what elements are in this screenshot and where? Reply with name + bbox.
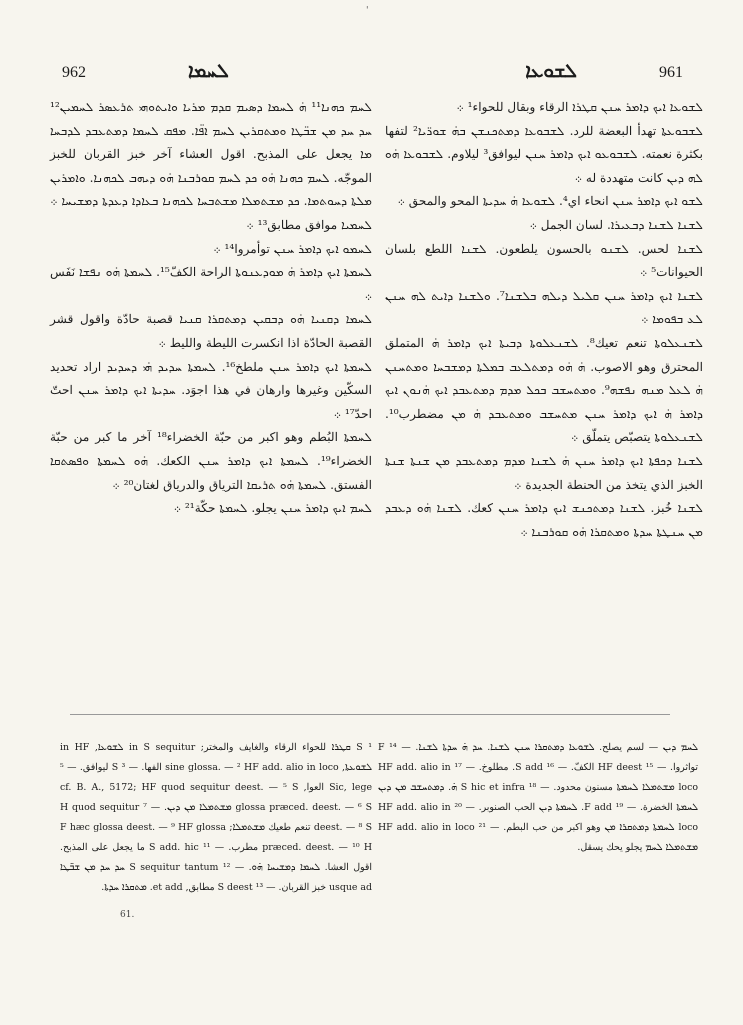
lexicon-entry: ܠܚܡܬܐ البُطم وهو اكبر من حبّة الخضراء¹⁸ آخر ما كبر من حبّة الخضراء¹⁹. ܠܚܡܬܐ ܐܝܟ ܕܐܡܪ ܚܢܢ الكعك. ܗ̇ܘ ܠܚܡܬܐ ܘܦܣܬܩܐ الفستق. ܠܚܡܬܐ ܗ̇ܘ ܬܪܝܩܐ الترياق والدرياق لغتان²⁰ ܀: [50, 430, 373, 492]
lexicon-entry: ܠܚܡ ܟܗܢܐ¹¹ ܗ̇ ܠܚܡܐ ܕܣܝܡ ܩܕܡ ܡܪܝܐ ܘܐܝܬܘܗܝ ܬܪܥܣܪ ܠܚܡܝܢ¹² ܚܕ ܚܕ ܡܢ ܫܒ̈ܛܐ ܘܡܬܩܪܝܢ ܠܚܡ ܐܦ̈ܐ. ܡܦܩ ܠܚܡܐ ܕܡܬܥܒܕ ܠܕܒܚܐ ܡܐ يجعل على المذبح. اقول العشاء آخر خبز القربان للخبز الموجّه. ܠܚܡ ܟܗܢܐ ܗ̇ܘ ܟܕ ܠܚܡ ܩܘܪܒܢܐ ܗ̇ܘ ܕܝܗܒ ܠܟܗܢܐ. ܘܐܡܪܝܢ ܡܠܬܐ ܕܚܘܬܡܐ. ܟܕ ܡܫܬܡܠܐ ܡܫܬܒܚܐ ܠܟܗܢܐ ܒܥܐܕܐ ܕܥܕܬܐ ܕܡܫܝܚܐ ܀: [50, 100, 372, 209]
lexicon-entry: ܠܫܢܐ ܠܫܢܐ ܕܒܥܝܪܐ. لسان الجمل ܀: [529, 217, 703, 232]
lexicon-entry: ܠܫܒܘܥܬܐ تهدأ البعضة للرد. ܠܫܒܘܥܐ ܕܡܬܟܢܫܢ ܒܗ̇ ܫܘܪ̈ܝܐ² لتفها بكثرة نعمته. ܠܫܒܘܥܘ ܐܝܟ ܕܐܡܪ ܚܢܢ ليوافق³ ليلاوم. ܠܫܒܘܥܐ ܗ̇ܘ ܠܗ ܕܝܢ كانت متهددة له ܀: [385, 123, 704, 185]
lexicon-entry: ܠܫܘ ܐܝܟ ܕܐܡܪ ܚܢܢ انحاء اي⁴. ܠܫܘܥܐ ܗ̇ ܚܕܝܬܐ المحو والمحق ܀: [397, 194, 703, 209]
right-footnotes: ܠܚܡ ܕܝܢ — لسم يصلح. ܠܫܘܥܐ ܕܡܬܩܪܐ ܚܢܢ ܠܫܢܐ. ܚܕ ܗ̇ ܚܕܬܐ ܠܫܢܐ. — ¹⁴ F تواثروا. — ¹⁵ HF deest الكفّ. — ¹⁶ S add. مطلوخ. — ¹⁷ HF add. alio in loco ܡܫܬܡܠܐ ܠܚܡܬܐ مسنون محدود. — ¹⁸ S hic et infra ܗ̇. ܕܡܬܚܫܒ ܡܢ ܕܝܢ ܠܚܡܬܐ الخضرة. — ¹⁹ F add. ܠܚܡܬܐ ܕܝܢ الحب الصنوبر. — ²⁰ HF add. alio in loco ܠܚܡܬܐ ܕܡܬܩܪܐ ܡܢ وهو اكبر من حب البطم. — ²¹ HF add. alio in loco ܡܫܬܡܠܐ ܠܚܡ يجلو يحك يسقل.: [378, 742, 699, 853]
lexicon-entry: ܠܫܢܐ ܐܝܟ ܕܐܡܪ ܚܢܢ ܩܠܝܠ ܕܝܠܗ ܒܠܫܢܐ⁷. ܘܠܫܢܐ ܕܐܝܬ ܠܗ ܚܢܢ ܠܥ ܒܦܘܡܐ ܀: [385, 288, 703, 327]
lexicon-entry: ܠܚܡܘ ܐܝܟ ܕܐܡܪ ܚܢܢ توأمروا¹⁴ ܀: [213, 241, 372, 256]
left-footnotes: ¹ S ܩܛܪܐ للحواء الرقاء والغايف والمختر; in S sequitur ܠܫܘܥܐ, in HF ܠܫܘܥܬܐ, sine glossa. — ² HF add. alio in loco الفها. — ³ S ليوافق. — ⁵ Sic, lege العوا, cf. B. A., 5172; HF quod sequitur deest. — ⁵ S glossa præced. deest. — ⁶ S ܡܫܬܡܠܐ ܡܢ ܕܝܢ. — ⁷ H quod sequitur deest. — ⁸ S تنعم طعيك ܡܫܬܡܠܐ; F hæc glossa deest. — ⁹ HF glossa præced. deest. — ¹⁰ H مطرب. — ¹¹ S add. hic ما يجعل على المذبح. اقول العشا. ܠܚܡܐ ܕܡܫܝܚܐ ܗ̇ܘ. — ¹² S sequitur tantum ܚܕ ܚܕ ܡܢ ܫܒ̈ܛܐ usque ad خبز القربان. — ¹³ S deest مطابق, et add. ܡܬܩܪܐ ܚܕܬܐ.: [60, 742, 373, 893]
right-column: [385, 96, 703, 544]
lexicon-entry: ܠܚܡܝܐ موافق مطابق¹³ ܀: [246, 217, 372, 232]
right-page-number: 961: [659, 64, 683, 81]
lexicon-entry: ܠܫܢܐ لحس. ܠܫܢܘ بالحسون يلطعون. ܠܫܢܐ اللطع بلسان الحيوانات⁵ ܀: [385, 241, 703, 280]
lexicon-entry: ܠܫܘܥܐ ܐܝܟ ܕܐܡܪ ܚܢܢ ܩܛܪܐ الرقاء وبقال للحواء¹ ܀: [456, 100, 703, 114]
top-mark: ': [366, 6, 369, 16]
lexicon-entry: ܠܫܢܐ ܕܟܦܬܐ ܐܝܟ ܕܐܡܪ ܚܢܢ ܗ̇ ܠܫܢܐ ܡܕܡ ܕܡܬܥܒܕ ܡܢ ܫܢܬܐ ܫܢܬܐ الخبز الذي يتخذ من الحنطة الجديدة ܀: [385, 453, 703, 492]
left-running-head: ܠܚܡܐ: [188, 60, 229, 82]
lexicon-entry: ܠܫܢܐ خُبز. ܠܫܢܐ ܕܡܬܟܢܫ ܐܝܟ ܕܐܡܪ ܚܢܢ كعك. ܠܫܢܐ ܗ̇ܘ ܕܥܒܕ ܡܢ ܚܢܛܬܐ ܚܕܬܐ ܘܡܬܩܪܐ ܗ̇ܘ ܩܘܪܒܢܐ ܀: [385, 501, 703, 539]
left-column: [50, 96, 372, 521]
page-header: [38, 60, 705, 94]
lexicon-entry: ܠܚܡܬܐ ܐܝܟ ܕܐܡܪ ܚܢܢ ملطخ¹⁶. ܠܚܡܬܐ ܚܕܝܕ ܗ̇ܝ ܕܚܕܝܕ اراد تحديد السكّين وغيرها وارهان في هذا اجوَد. ܚܕܝܬܐ ܐܝܟ ܕܐܡܪ ܚܢܢ احتّ احدّ¹⁷ ܀: [50, 359, 372, 421]
signature-mark: 61.: [120, 910, 135, 920]
footnote-rule: [70, 714, 670, 715]
lexicon-entry: ܠܚܡ ܐܝܟ ܕܐܡܪ ܚܢܢ يجلو. ܠܚܡܬܐ حكّة²¹ ܀: [173, 501, 372, 516]
lexicon-entry: ܠܚܡܐ ܕܩܢܝܐ ܗ̇ܘ ܕܒܩܝܢ ܕܡܬܩܪܐ ܩܢܝܐ قصبة حادّة واقول قشر القصبة الحادّة اذا انكسرت الليطة والليط ܀: [50, 312, 372, 350]
right-running-head: ܠܫܘܥܐ: [525, 60, 577, 82]
lexicon-entry: ܠܫܢܥܠܘܬܐ تنعم تعيك⁸. ܠܫܢܥܠܘܬܐ ܕܒܝܬܐ ܐܝܟ ܕܐܡܪ ܗ̇ المتملق المحترق وهو الاصوب. ܗ̇ ܗ̇ܘ ܕܡܬܠܥܒ ܒܡܠܬܐ ܕܡܫܒܚܐ ܘܡܬܚܢܢ ܗ̇ ܠܥܠ ܡܢܗ ܢܦܫܗ⁹. ܘܡܬܚܫܒ ܒܟܠ ܡܕܡ ܕܡܬܥܒܕ ܐܝܟ ܗ̇ܢܘܢ ܐܝܟ ܕܐܡܪ ܗ̇ ܐܝܟ ܕܐܡܪ ܚܢܢ ܡܬܚܫܒ ܘܡܬܥܒܕ ܗ̇ ܡܢ مضطرب¹⁰. ܠܫܢܥܠܘܬܐ يتصبّص يتملّق ܀: [385, 335, 704, 445]
left-page-number: 962: [62, 64, 86, 81]
lexicon-entry: ܠܚܡܬܐ ܐܝܟ ܕܐܡܪ ܗ̇ ܡܘܕܥܢܘܬܐ الراحة الكفّ¹⁵. ܠܚܡܬܐ ܗ̇ܘ ܢܦܫܐ نَفَس ܀: [50, 265, 372, 303]
